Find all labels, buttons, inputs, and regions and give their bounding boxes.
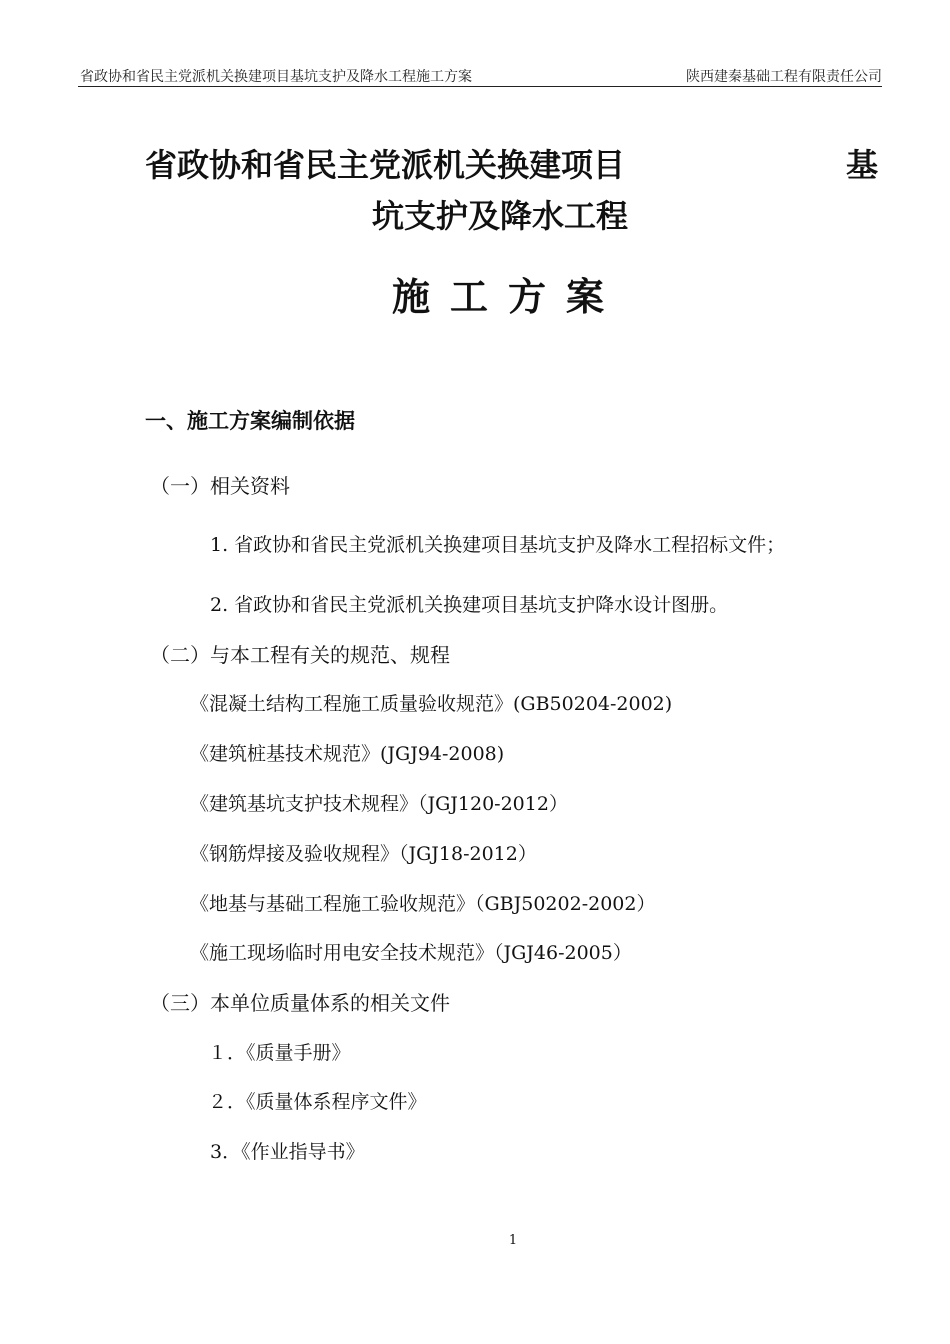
list-item: 3．《作业指导书》 <box>210 1141 365 1163</box>
list-item: ２．《质量体系程序文件》 <box>208 1091 427 1113</box>
title-line-1: 省政协和省民主党派机关换建项目 <box>145 146 626 184</box>
list-item: 《地基与基础工程施工验收规范》（GBJ50202-2002） <box>190 893 656 915</box>
list-item: 《钢筋焊接及验收规程》（JGJ18-2012） <box>190 843 537 865</box>
list-item: 《建筑基坑支护技术规程》（JGJ120-2012） <box>190 793 568 815</box>
subsection-heading-materials: （一）相关资料 <box>150 474 290 498</box>
section-heading-basis: 一、施工方案编制依据 <box>145 409 355 433</box>
subsection-heading-quality-docs: （三）本单位质量体系的相关文件 <box>150 991 450 1015</box>
list-item: 2. 省政协和省民主党派机关换建项目基坑支护降水设计图册。 <box>210 594 729 616</box>
header-company-name: 陕西建秦基础工程有限责任公司 <box>686 69 882 85</box>
list-item: １．《质量手册》 <box>208 1042 351 1064</box>
header-divider <box>78 86 882 87</box>
header-document-title: 省政协和省民主党派机关换建项目基坑支护及降水工程施工方案 <box>80 69 472 85</box>
list-item: 《建筑桩基技术规范》(JGJ94-2008) <box>190 743 505 765</box>
title-line-1-tail: 基 <box>846 146 879 184</box>
title-construction-plan: 施工方案 <box>391 275 624 319</box>
page-number: 1 <box>508 1233 518 1248</box>
list-item: 《混凝土结构工程施工质量验收规范》(GB50204-2002) <box>190 693 673 715</box>
list-item: 《施工现场临时用电安全技术规范》（JGJ46-2005） <box>190 942 632 964</box>
list-item: 1. 省政协和省民主党派机关换建项目基坑支护及降水工程招标文件； <box>210 534 786 556</box>
title-line-2: 坑支护及降水工程 <box>372 197 629 235</box>
subsection-heading-standards: （二）与本工程有关的规范、规程 <box>150 643 450 667</box>
